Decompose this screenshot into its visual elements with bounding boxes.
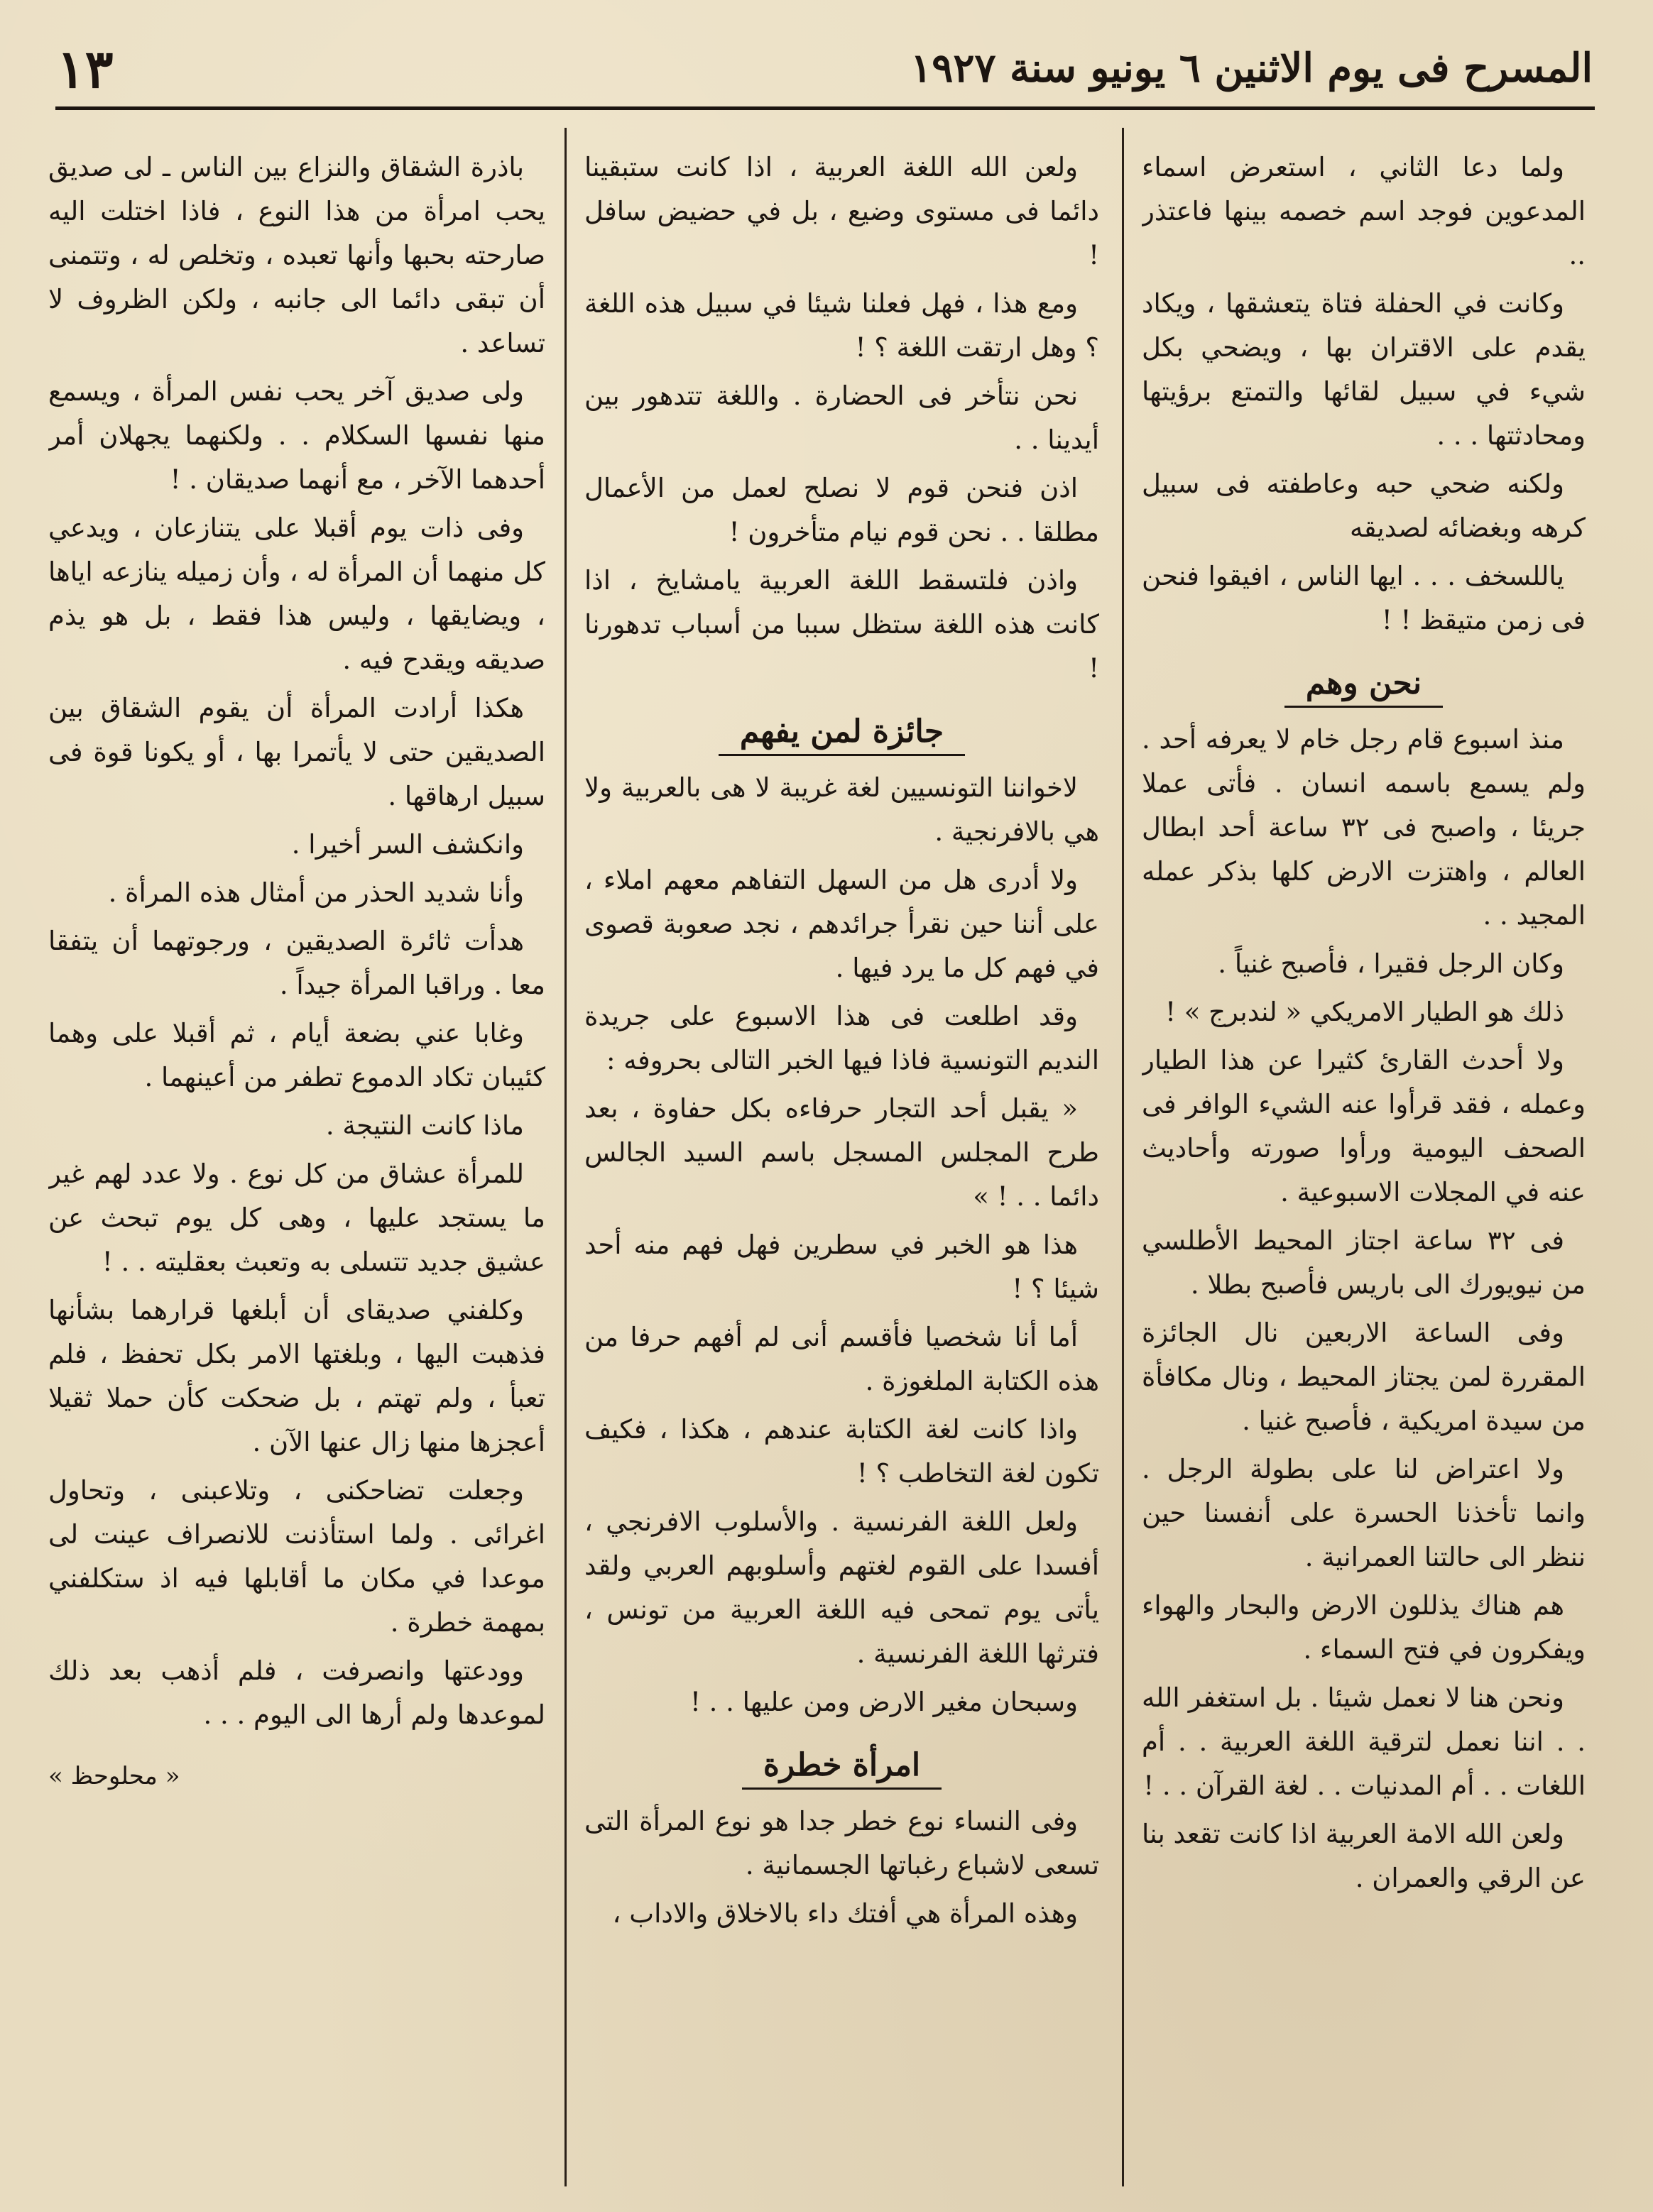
- paragraph: ولعن الله الامة العربية اذا كانت تقعد بنا عن الرقي والعمران .: [1142, 1819, 1586, 1893]
- paragraph: اذن فنحن قوم لا نصلح لعمل من الأعمال مطلقا . . نحن قوم نيام متأخرون !: [584, 473, 1099, 547]
- paragraph: وودعتها وانصرفت ، فلم أذهب بعد ذلك لموعدها ولم أرها الى اليوم . . .: [48, 1655, 545, 1730]
- paragraph: وسبحان مغير الارض ومن عليها . . !: [690, 1687, 1078, 1717]
- paragraph: ولكنه ضحي حبه وعاطفته فى سبيل كرهه وبغضائه لصديقه: [1142, 469, 1586, 543]
- paragraph: هم هناك يذللون الارض والبحار والهواء ويفكرون في فتح السماء .: [1142, 1590, 1586, 1665]
- paragraph: وكلفني صديقاى أن أبلغها قرارهما بشأنها فذهبت اليها ، وبلغتها الامر بكل تحفظ ، فلم تعبأ ، ولم تهتم ، بل ضحكت كأن حملا ثقيلا أعجزها منها زال عنها الآن .: [48, 1295, 545, 1457]
- paragraph: وفى النساء نوع خطر جدا هو نوع المرأة التى تسعى لاشباع رغباتها الجسمانية .: [584, 1806, 1099, 1880]
- paragraph: ومع هذا ، فهل فعلنا شيئا في سبيل هذه اللغة ؟ وهل ارتقت اللغة ؟ !: [584, 288, 1099, 363]
- article-heading-text: نحن وهم: [1284, 665, 1443, 708]
- paragraph: باذرة الشقاق والنزاع بين الناس ـ لى صديق يحب امرأة من هذا النوع ، فاذا اختلت اليه صارحته بحبها وأنها تعبده ، وتخلص له ، وتتمنى أن تبقى دائما الى جانبه ، ولكن الظروف لا تساعد .: [48, 152, 545, 358]
- paragraph: وكانت في الحفلة فتاة يتعشقها ، ويكاد يقدم على الاقتران بها ، ويضحي بكل شيء في سبيل لقائها والتمتع برؤيتها ومحادثتها . . .: [1142, 288, 1586, 451]
- paragraph: وفى الساعة الاربعين نال الجائزة المقررة لمن يجتاز المحيط ، ونال مكافأة من سيدة امريكية ، فأصبح غنيا .: [1142, 1318, 1586, 1436]
- paragraph: نحن نتأخر فى الحضارة . واللغة تتدهور بين أيدينا . .: [584, 380, 1099, 455]
- paragraph: هدأت ثائرة الصديقين ، ورجوتهما أن يتفقا معا . وراقبا المرأة جيداً .: [48, 926, 545, 1000]
- paragraph: وفى ذات يوم أقبلا على يتنازعان ، ويدعي كل منهما أن المرأة له ، وأن زميله ينازعه اياها ، ويضايقها ، وليس هذا فقط ، بل هو يذم صديقه ويقدح فيه .: [48, 513, 545, 675]
- paragraph: ولما دعا الثاني ، استعرض اسماء المدعوين فوجد اسم خصمه بينها فاعتذر ..: [1142, 152, 1586, 270]
- paragraph: لاخواننا التونسيين لغة غريبة لا هى بالعربية ولا هي بالافرنجية .: [584, 772, 1099, 847]
- author-signature: « محلوحظ »: [48, 1762, 180, 1790]
- paragraph: ولعن الله اللغة العربية ، اذا كانت ستبقينا دائما فى مستوى وضيع ، بل في حضيض سافل !: [584, 152, 1099, 270]
- column-divider: [1122, 128, 1124, 2186]
- column-divider: [564, 128, 567, 2186]
- paragraph: هكذا أرادت المرأة أن يقوم الشقاق بين الصديقين حتى لا يأتمرا بها ، أو يكونا قوة فى سبيل ارهاقها .: [48, 693, 545, 811]
- paragraph: ذلك هو الطيار الامريكي « لندبرج » !: [1165, 997, 1564, 1027]
- column-left: [48, 146, 545, 2183]
- paragraph: ولى صديق آخر يحب نفس المرأة ، ويسمع منها نفسها السكلام . . ولكنهما يجهلان أمر أحدهما الآخر ، مع أنهما صديقان . !: [48, 376, 545, 495]
- paragraph: وكان الرجل فقيرا ، فأصبح غنياً .: [1218, 948, 1564, 979]
- column-middle: [584, 146, 1099, 2183]
- paragraph: ولا أدرى هل من السهل التفاهم معهم املاء ، على أننا حين نقرأ جرائدهم ، نجد صعوبة قصوى في فهم كل ما يرد فيها .: [584, 865, 1099, 983]
- paragraph: ماذا كانت النتيجة .: [325, 1110, 524, 1141]
- page-title: المسرح فى يوم الاثنين ٦ يونيو سنة ١٩٢٧: [910, 45, 1593, 92]
- paragraph: ياللسخف . . . ايها الناس ، افيقوا فنحن فى زمن متيقظ ! !: [1142, 561, 1586, 635]
- page-number: ١٣: [57, 39, 114, 100]
- article-heading-text: امرأة خطرة: [742, 1747, 942, 1790]
- paragraph: ونحن هنا لا نعمل شيئا . بل استغفر الله . . اننا نعمل لترقية اللغة العربية . . أم اللغات . . أم المدنيات . . لغة القرآن . . !: [1142, 1682, 1586, 1801]
- paragraph: وغابا عني بضعة أيام ، ثم أقبلا على وهما كئيبان تكاد الدموع تطفر من أعينهما .: [48, 1018, 545, 1093]
- paragraph: هذا هو الخبر في سطرين فهل فهم منه أحد شيئا ؟ !: [584, 1230, 1099, 1304]
- article-heading-text: جائزة لمن يفهم: [719, 713, 965, 756]
- paragraph: فى ٣٢ ساعة اجتاز المحيط الأطلسي من نيويورك الى باريس فأصبح بطلا .: [1142, 1225, 1586, 1300]
- paragraph: وقد اطلعت فى هذا الاسبوع على جريدة النديم التونسية فاذا فيها الخبر التالى بحروفه :: [584, 1001, 1099, 1075]
- page-header: [57, 39, 1593, 110]
- paragraph: ولا اعتراض لنا على بطولة الرجل . وانما تأخذنا الحسرة على أنفسنا حين ننظر الى حالتنا العمرانية .: [1142, 1454, 1586, 1572]
- paragraph: أما أنا شخصيا فأقسم أنى لم أفهم حرفا من هذه الكتابة الملغوزة .: [584, 1322, 1099, 1396]
- paragraph: وانكشف السر أخيرا .: [291, 829, 524, 860]
- paragraph: وهذه المرأة هي أفتك داء بالاخلاق والاداب ،: [612, 1898, 1078, 1929]
- paragraph: ولا أحدث القارئ كثيرا عن هذا الطيار وعمله ، فقد قرأوا عنه الشيء الوافر فى الصحف اليومية ورأوا صورته وأحاديث عنه في المجلات الاسبوعية .: [1142, 1045, 1586, 1208]
- paragraph: واذا كانت لغة الكتابة عندهم ، هكذا ، فكيف تكون لغة التخاطب ؟ !: [584, 1414, 1099, 1489]
- paragraph: « يقبل أحد التجار حرفاءه بكل حفاوة ، بعد طرح المجلس المسجل باسم السيد الجالس دائما . . ! »: [584, 1093, 1099, 1212]
- article-heading: [1142, 662, 1586, 705]
- header-rule: [55, 106, 1595, 110]
- article-heading: [584, 711, 1099, 753]
- paragraph: وأنا شديد الحذر من أمثال هذه المرأة .: [108, 877, 524, 908]
- article-heading: [584, 1744, 1099, 1787]
- column-right: [1142, 146, 1586, 2183]
- paragraph: منذ اسبوع قام رجل خام لا يعرفه أحد . ولم يسمع باسمه انسان . فأتى عملا جريئا ، واصبح فى ٣٢ ساعة أحد ابطال العالم ، واهتزت الارض كلها بذكر عمله المجيد . .: [1142, 724, 1586, 931]
- paragraph: ولعل اللغة الفرنسية . والأسلوب الافرنجي ، أفسدا على القوم لغتهم وأسلوبهم العربي ولقد يأتى يوم تمحى فيه اللغة العربية من تونس ، فترثها اللغة الفرنسية .: [584, 1506, 1099, 1669]
- paragraph: للمرأة عشاق من كل نوع . ولا عدد لهم غير ما يستجد عليها ، وهى كل يوم تبحث عن عشيق جديد تتسلى به وتعبث بعقليته . . !: [48, 1159, 545, 1277]
- paragraph: وجعلت تضاحكنى ، وتلاعبنى ، وتحاول اغرائى . ولما استأذنت للانصراف عينت لى موعدا في مكان ما أقابلها فيه اذ ستكلفني بمهمة خطرة .: [48, 1475, 545, 1638]
- paragraph: واذن فلتسقط اللغة العربية يامشايخ ، اذا كانت هذه اللغة ستظل سببا من أسباب تدهورنا !: [584, 565, 1099, 684]
